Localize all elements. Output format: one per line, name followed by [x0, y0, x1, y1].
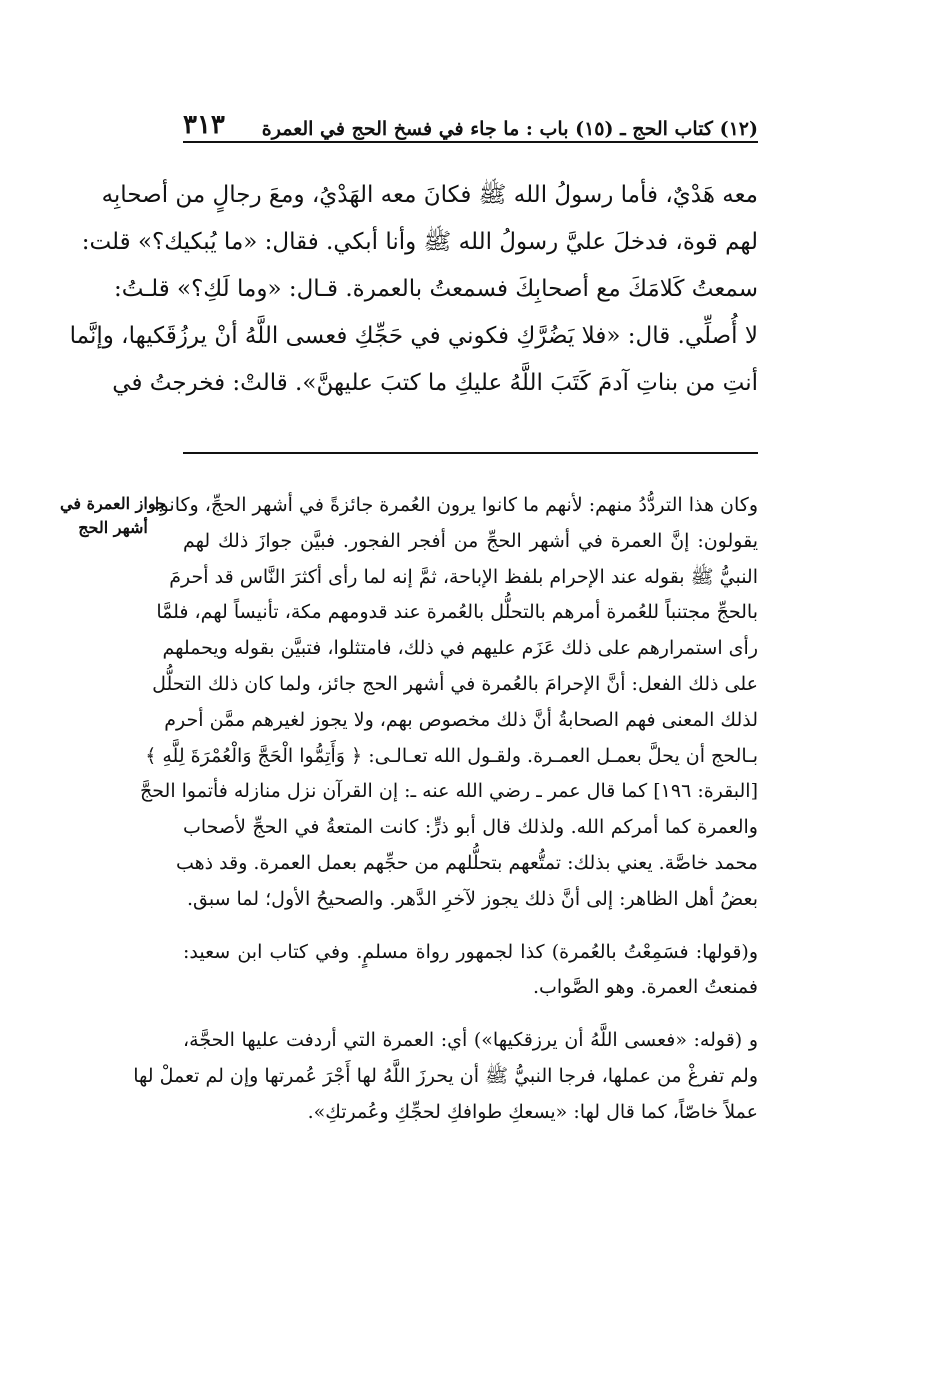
margin-note-line: جواز العمرة في: [60, 494, 166, 513]
page-number: ٣١٣: [183, 110, 225, 140]
paragraph-gap: [183, 1006, 758, 1023]
hadith-line: لهم قوة، فدخلَ عليَّ رسولُ الله ﷺ وأنا أبكي. فقال: «ما يُبكيك؟» قلت:: [81, 229, 758, 255]
commentary-line: بالحجِّ مجتنباً للعُمرة أمرهم بالتحلُّل بالعُمرة عند قدومهم مكة، تأنيساً لهم، فلمَّا: [156, 601, 758, 624]
commentary-line: وكان هذا التردُّدُ منهم: لأنهم ما كانوا يرون العُمرة جائزةً في أشهر الحجِّ، وكانوا: [154, 494, 758, 516]
commentary-line: و (قوله: «فعسى اللَّهُ أن يرزقكيها») أي: العمرة التي أردفت عليها الحجَّة،: [183, 1029, 758, 1052]
commentary-separator: [183, 452, 758, 454]
commentary-paragraph: [183, 935, 758, 1007]
commentary-line: عملاً خاصّاً، كما قال لها: «يسعكِ طوافكِ لحجِّكِ وعُمرتكِ».: [307, 1100, 758, 1123]
page-header: [183, 108, 758, 140]
commentary-line: والعمرة كما أمركم الله. ولذلك قال أبو ذرٍّ: كانت المتعةُ في الحجِّ لأصحاب: [183, 816, 758, 839]
hadith-line: سمعتُ كَلامَكَ مع أصحابِكَ فسمعتُ بالعمرة. قـال: «وما لَكِ؟» قلـتُ:: [114, 276, 758, 302]
commentary-line: محمد خاصَّة. يعني بذلك: تمتُّعهم بتحلُّلهم من حجِّهم بعمل العمرة. وقد ذهب: [175, 851, 758, 874]
commentary-paragraph: [133, 1023, 758, 1130]
commentary-line: بعضُ أهل الظاهر: إلى أنَّ ذلك يجوز لآخرِ الدَّهر. والصحيحُ الأول؛ لما سبق.: [186, 887, 758, 910]
commentary-line: و(قولها: فسَمِعْتُ بالعُمرة) كذا لجمهور رواة مسلمٍ. وفي كتاب ابن سعيد:: [183, 940, 758, 963]
hadith-line: لا أُصلِّي. قال: «فلا يَضُرَّكِ فكوني في حَجِّكِ فعسى اللَّهُ أنْ يرزُقَكيها، وإنَّما: [69, 323, 758, 349]
commentary-line: ولم تفرغْ من عملها، فرجا النبيُّ ﷺ أن يحرزَ اللَّهُ لها أَجْرَ عُمرتها وإن لم تعملْ لها: [133, 1064, 758, 1087]
commentary-line: النبيُّ ﷺ بقوله عند الإحرام بلفظ الإباحة، ثمَّ إنه لما رأى أكثرَ النَّاس قد أحرمَ: [169, 565, 758, 588]
commentary-line: رأى استمرارهم على ذلك عَزَم عليهم في ذلك، فامتثلوا، فتبيَّن بقوله ويحملهم: [162, 637, 758, 660]
commentary-line: بـالحج أن يحلَّ بعمـل العمـرة. ولقـول الله تعـالـى: ﴿ وَأَتِمُّوا الْحَجَّ وَالْعُمْرَةَ لِلَّهِ ﴾: [145, 744, 758, 767]
hadith-line: أنتِ من بناتِ آدمَ كَتَبَ اللَّهُ عليكِ ما كتبَ عليهنَّ». قالتْ: فخرجتُ في: [112, 370, 758, 396]
commentary-line: [البقرة: ١٩٦] كما قال عمر ـ رضي الله عنه ـ: إن القرآن نزل منازله فأتموا الحجَّ: [140, 780, 758, 803]
commentary-line: فمنعتُ العمرة. وهو الصَّواب.: [532, 976, 758, 999]
paragraph-gap: [183, 918, 758, 935]
commentary-line: لذلك المعنى فهم الصحابةُ أنَّ ذلك مخصوص بهم، ولا يجوز لغيرهم ممَّن أحرم: [164, 708, 758, 731]
commentary: [133, 488, 758, 1131]
header-rule: [183, 141, 758, 143]
hadith-line: معه هَدْيٌ، فأما رسولُ الله ﷺ فكانَ معه الهَدْيُ، ومعَ رجالٍ من أصحابِه: [101, 182, 758, 208]
commentary-line: على ذلك الفعل: أنَّ الإحرامَ بالعُمرة في أشهر الحج جائز، ولما كان ذلك التحلُّل: [152, 672, 758, 695]
commentary-paragraph: [140, 488, 758, 918]
commentary-line: يقولون: إنَّ العمرة في أشهر الحجِّ من أفجر الفجور. فبيَّن جوازَ ذلك لهم: [183, 529, 758, 552]
running-title: (١٢) كتاب الحج ـ (١٥) باب : ما جاء في فسخ الحج في العمرة: [261, 118, 758, 140]
hadith-text: [69, 172, 758, 407]
margin-note-line: أشهر الحج: [78, 518, 148, 537]
